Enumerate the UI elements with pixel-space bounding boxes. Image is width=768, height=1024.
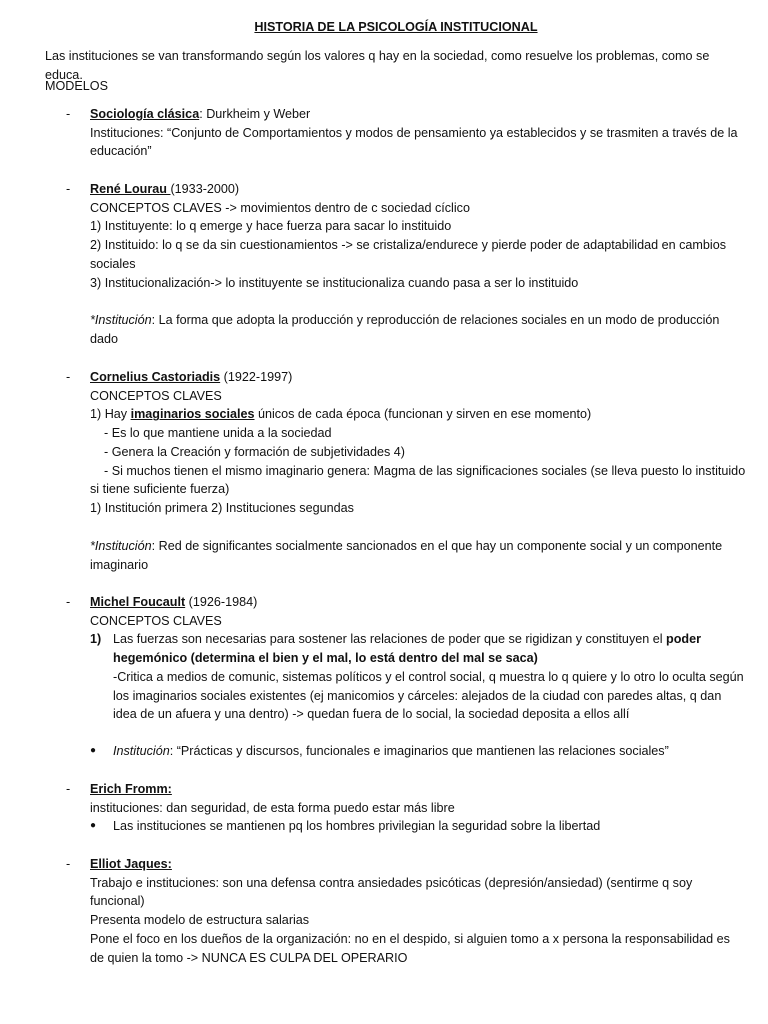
section-text: 1) Instituyente: lo q emerge y hace fuerza para sacar lo instituido <box>90 219 452 234</box>
section-heading-line <box>90 368 746 387</box>
section-heading: René Lourau <box>90 182 171 196</box>
section-jaques <box>90 855 746 967</box>
section-text: Instituciones: “Conjunto de Comportamientos y modos de pensamiento ya establecidos y se trasmiten a través de la educación” <box>90 125 738 159</box>
definition-castoriadis <box>90 537 746 574</box>
list-dash: - <box>66 782 71 796</box>
section-castoriadis <box>90 368 746 518</box>
definition-lourau <box>90 311 746 348</box>
section-heading-line <box>90 593 746 612</box>
section-heading-suffix: (1933-2000) <box>170 182 240 196</box>
section-heading-line <box>90 180 746 199</box>
section-heading: Cornelius Castoriadis <box>90 370 221 384</box>
section-text: 3) Institucionalización-> lo instituyente se institucionaliza cuando pasa a ser lo instituido <box>90 275 579 290</box>
section-text: 2) Instituido: lo q se da sin cuestionamientos -> se cristaliza/endurece y pierde poder de adaptabilidad en cambios sociales <box>90 238 727 271</box>
item-text: -Critica a medios de comunic, sistemas políticos y el control social, q muestra lo q quiere y lo otro lo oculta según los imaginarios sociales existentes (ej manicomios y cárceles: alejados de la ciudad con paredes altas, q dan idea de un afuera y una dentro) -> quedan fuera de lo social, la sociedad deposita a ellos allí <box>113 669 744 722</box>
section-heading: Sociología clásica <box>90 107 200 121</box>
section-text: instituciones: dan seguridad, de esta forma puedo estar más libre <box>90 800 455 815</box>
bullet-text: Las instituciones se mantienen pq los hombres privilegian la seguridad sobre la libertad <box>113 819 601 834</box>
section-heading-line <box>90 105 746 124</box>
section-foucault <box>90 593 746 724</box>
section-fromm <box>90 780 746 836</box>
section-text: Trabajo e instituciones: son una defensa contra ansiedades psicóticas (depresión/ansiedad) (sentirme q soy funcional) <box>90 875 693 909</box>
section-heading-line <box>90 780 746 799</box>
section-sociologia-clasica <box>90 105 746 161</box>
definition-label: *Institución <box>90 313 152 327</box>
item-text: Las fuerzas son necesarias para sostener las relaciones de poder que se rigidizan y constituyen el <box>113 632 667 647</box>
definition-label: Institución <box>113 744 170 758</box>
section-heading: Erich Fromm: <box>90 782 172 796</box>
document-title: HISTORIA DE LA PSICOLOGÍA INSTITUCIONAL <box>254 20 538 34</box>
section-heading: Elliot Jaques: <box>90 857 172 871</box>
list-dash: - <box>66 370 71 384</box>
section-text: 1) Hay <box>90 407 131 422</box>
section-heading-suffix: (1922-1997) <box>220 370 293 384</box>
section-text: CONCEPTOS CLAVES <box>90 388 222 403</box>
section-text: CONCEPTOS CLAVES <box>90 613 222 628</box>
bullet-dot: ● <box>90 745 97 756</box>
section-text-line <box>90 405 746 424</box>
list-dash: - <box>66 182 71 196</box>
section-text: Presenta modelo de estructura salarias <box>90 913 310 928</box>
list-dash: - <box>66 107 71 121</box>
definition-label: *Institución <box>90 539 152 553</box>
item-text-emphasis: poder hegemónico (determina el bien y el mal, lo está dentro del mal se saca) <box>113 632 702 666</box>
section-text: - Genera la Creación y formación de subjetividades 4) <box>104 444 406 459</box>
list-dash: - <box>66 857 71 871</box>
section-text-content: - Si muchos tienen el mismo imaginario genera: Magma de las significaciones sociales (se lleva puesto lo instituido si tiene suficiente fuerza) <box>90 463 746 497</box>
definition-line <box>90 311 746 348</box>
modelos-label: MODELOS <box>45 79 108 93</box>
item-number: 1) <box>90 632 102 647</box>
section-heading-suffix: (1926-1984) <box>185 595 258 609</box>
section-heading: Michel Foucault <box>90 595 186 609</box>
definition-line <box>90 537 746 574</box>
list-dash: - <box>66 595 71 609</box>
section-heading-line <box>90 855 746 874</box>
section-text <box>90 462 746 499</box>
section-text: CONCEPTOS CLAVES -> movimientos dentro de c sociedad cíclico <box>90 200 470 215</box>
definition-foucault <box>90 742 746 761</box>
bullet-dot: ● <box>90 820 97 832</box>
definition-text: : La forma que adopta la producción y reproducción de relaciones sociales en un modo de producción dado <box>90 313 720 346</box>
definition-text: : “Prácticas y discursos, funcionales e imaginarios que mantienen las relaciones sociales” <box>169 744 669 758</box>
section-text: únicos de cada época (funcionan y sirven en ese momento) <box>254 407 592 422</box>
bullet-item <box>90 817 746 836</box>
section-text: - Es lo que mantiene unida a la sociedad <box>104 426 332 441</box>
section-heading-suffix: : Durkheim y Weber <box>199 107 311 121</box>
section-rene-lourau <box>90 180 746 292</box>
intro-paragraph: Las instituciones se van transformando según los valores q hay en la sociedad, como resuelve los problemas, como se educa. <box>45 49 710 82</box>
section-text: 1) Institución primera 2) Instituciones segundas <box>90 500 354 515</box>
definition-text: : Red de significantes socialmente sancionados en el que hay un componente social y un componente imaginario <box>90 539 723 572</box>
bullet-item <box>90 742 746 761</box>
numbered-item <box>90 630 746 724</box>
section-text-emphasis: imaginarios sociales <box>130 407 255 422</box>
section-text: Pone el foco en los dueños de la organización: no en el despido, si alguien tomo a x persona la responsabilidad es de quien la tomo -> NUNCA ES CULPA DEL OPERARIO <box>90 931 730 965</box>
